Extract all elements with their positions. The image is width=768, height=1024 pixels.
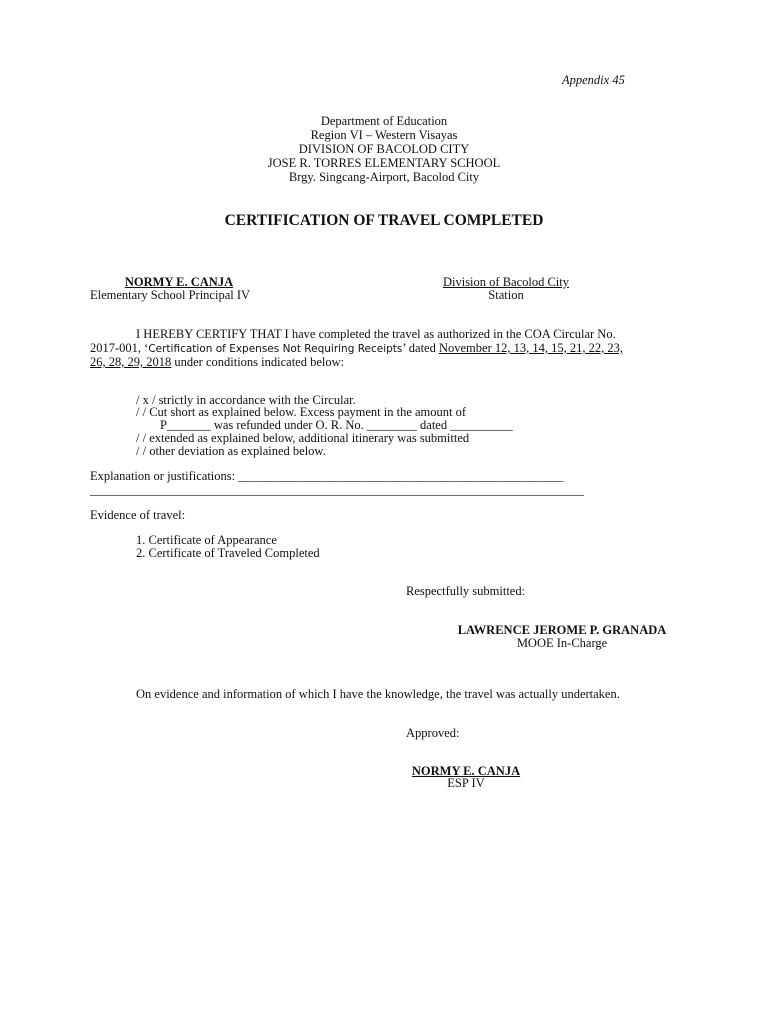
appendix-label: Appendix 45 (562, 73, 625, 87)
evidence-statement: On evidence and information of which I have the knowledge, the travel was actually undertaken. (136, 687, 620, 701)
approved-label: Approved: (406, 726, 460, 740)
header-division: DIVISION OF BACOLOD CITY (298, 142, 470, 156)
condition-refund: P_______ was refunded under O. R. No. ________ dated __________ (160, 418, 513, 432)
circular-number: 2017-001, ‘ (90, 341, 149, 355)
station-value: Division of Bacolod City (442, 275, 570, 289)
circular-title: Certification of Expenses Not Requiring Receipts (148, 343, 403, 355)
header-region: Region VI – Western Visayas (310, 128, 458, 142)
evidence-item: 2. Certificate of Traveled Completed (136, 546, 320, 560)
condition-cut-short: / / Cut short as explained below. Excess payment in the amount of (136, 405, 467, 419)
approved-role: ESP IV (447, 776, 485, 790)
submitted-label: Respectfully submitted: (406, 584, 526, 598)
document-title: CERTIFICATION OF TRAVEL COMPLETED (224, 212, 544, 229)
condition-other: / / other deviation as explained below. (136, 444, 326, 458)
travel-dates-1: November 12, 13, 14, 15, 21, 22, 23, (438, 341, 623, 355)
approved-name: NORMY E. CANJA (411, 764, 521, 778)
condition-extended: / / extended as explained below, additional itinerary was submitted (136, 431, 470, 445)
header-school: JOSE R. TORRES ELEMENTARY SCHOOL (267, 156, 501, 170)
travel-dates-2: 26, 28, 29, 2018 (90, 355, 172, 369)
evidence-item: 1. Certificate of Appearance (136, 533, 277, 547)
official-name: NORMY E. CANJA (124, 275, 234, 289)
dated-word: ’ dated (402, 341, 439, 355)
explanation-line-2: _______________________________________________________________________________ (90, 483, 584, 497)
conditions-intro: under conditions indicated below: (171, 355, 345, 369)
submitted-name: LAWRENCE JEROME P. GRANADA (457, 623, 667, 637)
explanation-line-1: Explanation or justifications: ____________________________________________________ (90, 469, 564, 483)
certify-line-1: I HEREBY CERTIFY THAT I have completed the travel as authorized in the COA Circular No. (136, 327, 616, 341)
official-position: Elementary School Principal IV (90, 288, 251, 302)
header-address: Brgy. Singcang-Airport, Bacolod City (288, 170, 480, 184)
condition-strict: / x / strictly in accordance with the Circular. (136, 393, 356, 407)
header-department: Department of Education (320, 114, 448, 128)
evidence-label: Evidence of travel: (90, 508, 186, 522)
submitted-role: MOOE In-Charge (516, 636, 608, 650)
station-label: Station (488, 288, 524, 302)
certify-line-3 (90, 356, 344, 370)
